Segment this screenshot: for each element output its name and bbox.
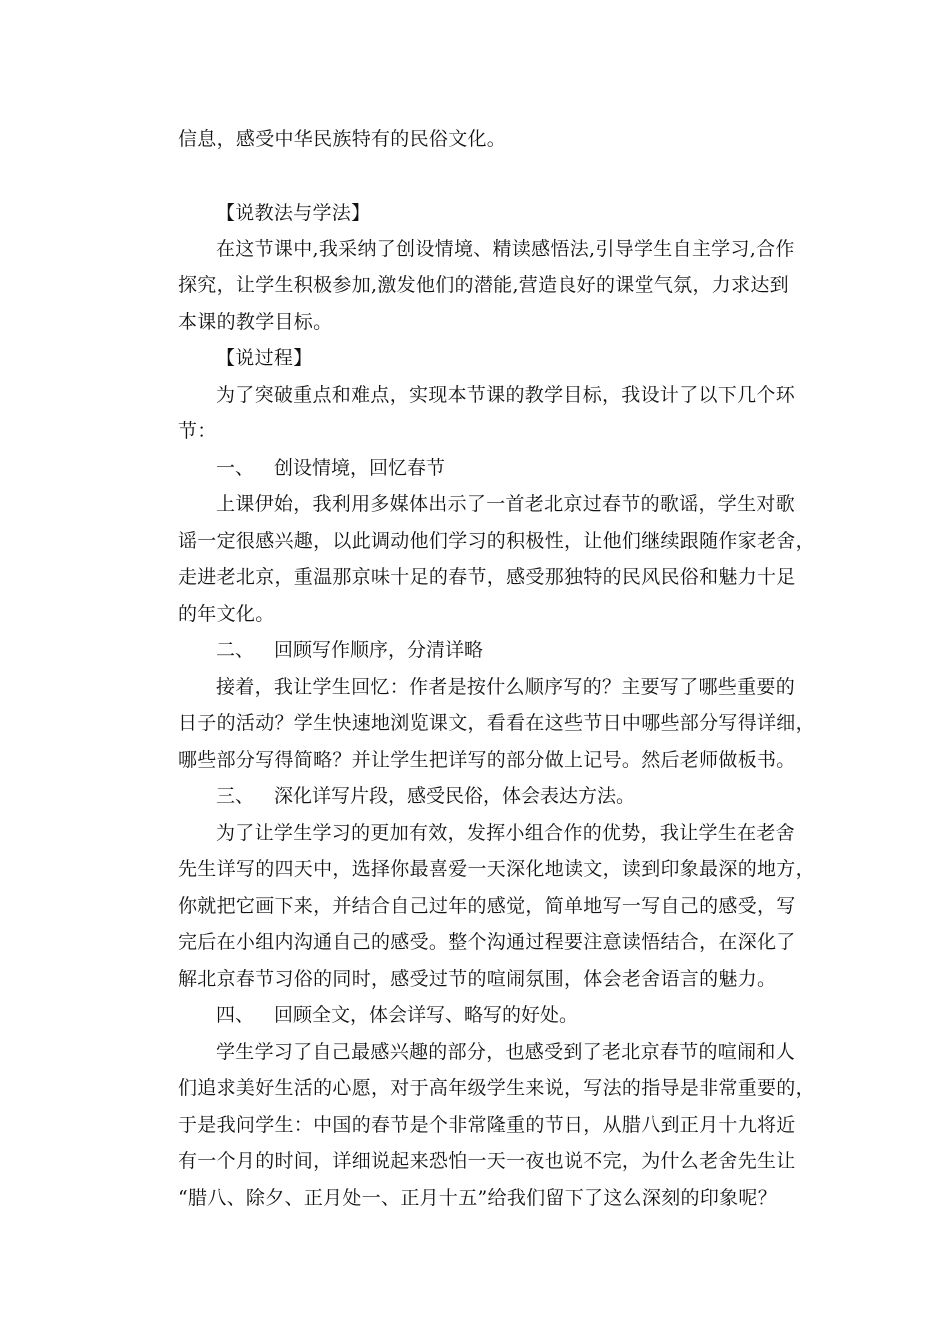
section-heading-methods: 【说教法与学法】 — [216, 202, 371, 224]
paragraph-line: 为了让学生学习的更加有效，发挥小组合作的优势，我让学生在老舍 — [216, 822, 796, 844]
paragraph-line: 先生详写的四天中，选择你最喜爱一天深化地读文，读到印象最深的地方， — [178, 858, 815, 880]
paragraph-line: 谣一定很感兴趣，以此调动他们学习的积极性，让他们继续跟随作家老舍， — [178, 530, 815, 552]
paragraph-line: 信息，感受中华民族特有的民俗文化。 — [178, 128, 507, 150]
paragraph-line: “腊八、除夕、正月处一、正月十五”给我们留下了这么深刻的印象呢？ — [178, 1187, 778, 1209]
paragraph-line: 哪些部分写得简略？并让学生把详写的部分做上记号。然后老师做板书。 — [178, 749, 796, 771]
list-item — [216, 784, 816, 808]
paragraph-line: 于是我问学生：中国的春节是个非常隆重的节日，从腊八到正月十九将近 — [178, 1114, 796, 1136]
item-title: 深化详写片段，感受民俗，体会表达方法。 — [274, 785, 636, 807]
paragraph-line: 本课的教学目标。 — [178, 311, 333, 333]
paragraph-line: 在这节课中,我采纳了创设情境、精读感悟法,引导学生自主学习,合作 — [216, 238, 795, 260]
paragraph-line: 为了突破重点和难点，实现本节课的教学目标，我设计了以下几个环 — [216, 384, 796, 406]
paragraph-line: 探究，让学生积极参加,激发他们的潜能,营造良好的课堂气氛，力求达到 — [178, 274, 789, 296]
paragraph-line: 有一个月的时间，详细说起来恐怕一天一夜也说不完，为什么老舍先生让 — [178, 1150, 796, 1172]
paragraph-line: 接着，我让学生回忆：作者是按什么顺序写的？主要写了哪些重要的 — [216, 676, 796, 698]
list-item — [216, 638, 816, 662]
item-number: 四、 — [216, 1004, 255, 1026]
paragraph-line: 节： — [178, 420, 217, 442]
paragraph-line: 你就把它画下来，并结合自己过年的感觉，简单地写一写自己的感受，写 — [178, 895, 796, 917]
item-number: 三、 — [216, 785, 255, 807]
paragraph-line: 们追求美好生活的心愿，对于高年级学生来说，写法的指导是非常重要的， — [178, 1077, 815, 1099]
item-title: 回顾写作顺序，分清详略 — [274, 639, 484, 661]
paragraph-line: 学生学习了自己最感兴趣的部分，也感受到了老北京春节的喧闹和人 — [216, 1041, 796, 1063]
item-title: 回顾全文，体会详写、略写的好处。 — [274, 1004, 579, 1026]
paragraph-line: 走进老北京，重温那京味十足的春节，感受那独特的民风民俗和魅力十足 — [178, 566, 796, 588]
section-heading-process: 【说过程】 — [216, 347, 313, 369]
paragraph-line: 完后在小组内沟通自己的感受。整个沟通过程要注意读悟结合，在深化了 — [178, 931, 796, 953]
item-number: 二、 — [216, 639, 255, 661]
paragraph-line: 上课伊始，我利用多媒体出示了一首老北京过春节的歌谣，学生对歌 — [216, 493, 796, 515]
item-number: 一、 — [216, 457, 255, 479]
item-title: 创设情境，回忆春节 — [274, 457, 446, 479]
paragraph-line: 的年文化。 — [178, 603, 275, 625]
list-item — [216, 456, 816, 480]
paragraph-line: 日子的活动？学生快速地浏览课文，看看在这些节日中哪些部分写得详细， — [178, 712, 815, 734]
paragraph-line: 解北京春节习俗的同时，感受过节的喧闹氛围，体会老舍语言的魅力。 — [178, 968, 777, 990]
list-item — [216, 1003, 816, 1027]
